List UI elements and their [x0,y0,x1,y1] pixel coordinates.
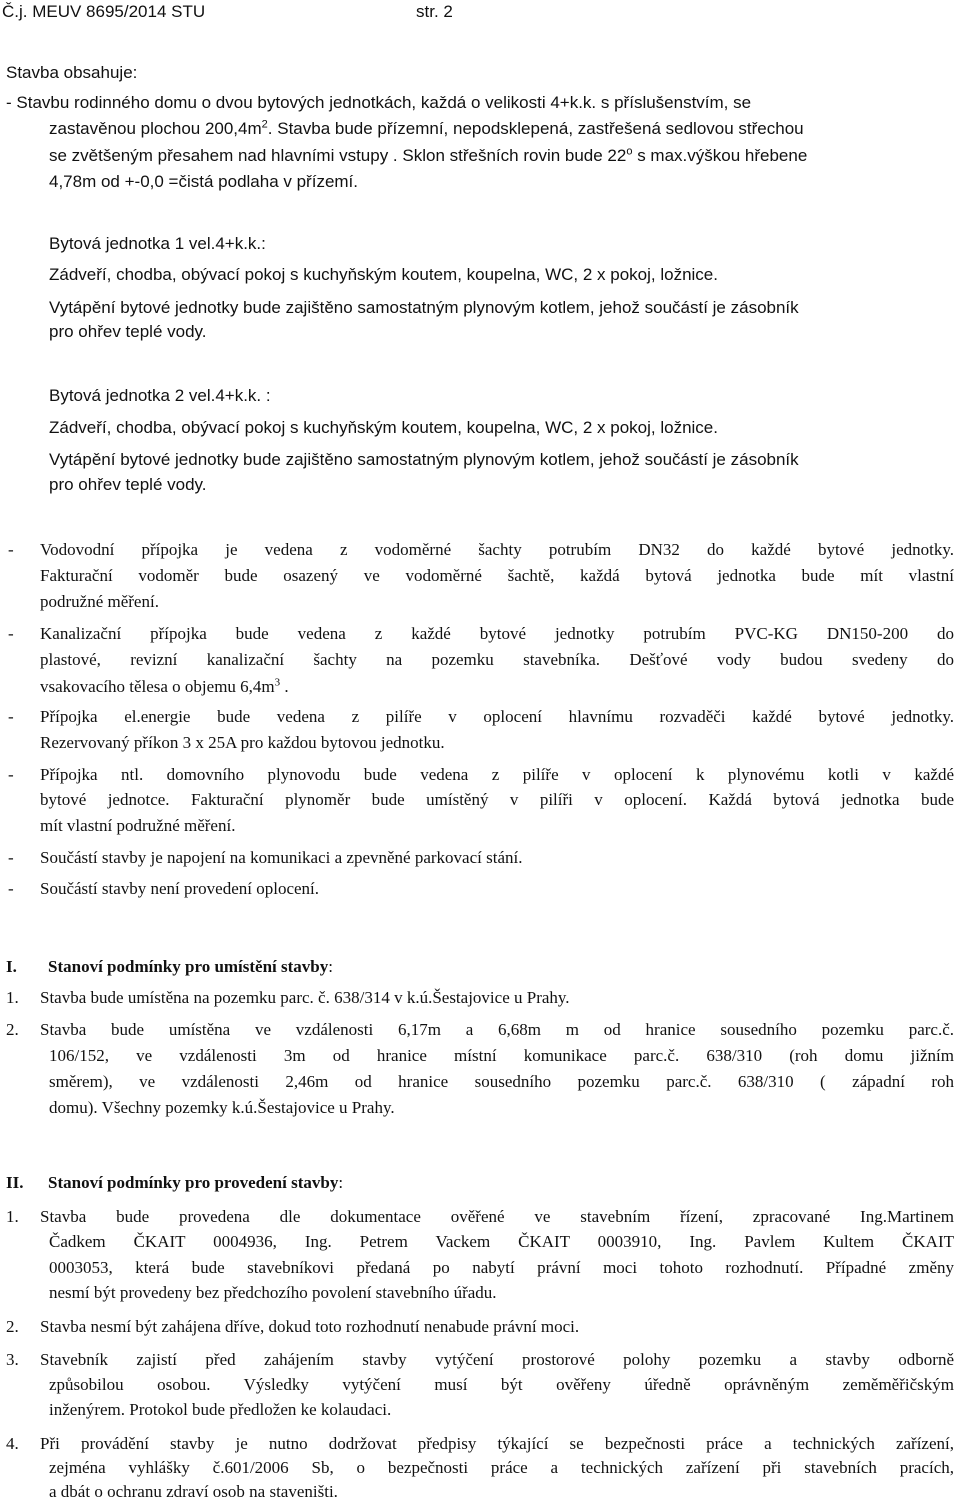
intro-line-3: se zvětšeným přesahem nad hlavními vstupy . Sklon střešních rovin bude 22$^o$ s max.výškou hřebene [49,145,808,165]
bullet-dash: - [8,765,14,784]
execution-item-4-line-2: zejména vyhlášky č.601/2006 Sb, o bezpečnosti práce a technických zařízení při stavebních pracích, [49,1458,954,1477]
execution-item-1-line-4: nesmí být provedeny bez předchozího povolení stavebního úřadu. [49,1283,497,1302]
execution-item-4-line-3: a dbát o ochranu zdraví osob na staveništi. [49,1482,338,1501]
list-number: 2. [6,1020,19,1039]
water-line-1: Vodovodní přípojka je vedena z vodoměrné šachty potrubím DN32 do každé bytové jednotky. [40,540,954,559]
bullet-dash: - [8,848,14,867]
intro-line-4: 4,78m od +-0,0 =čistá podlaha v přízemí. [49,172,359,191]
list-number: 1. [6,988,19,1007]
section-1-heading: Stanoví podmínky pro umístění stavby: [48,957,333,976]
unit-1-heating-2: pro ohřev teplé vody. [49,322,207,341]
placement-item-2-line-4: domu). Všechny pozemky k.ú.Šestajovice u Prahy. [49,1098,395,1117]
execution-item-4-line-1: Při provádění stavby je nutno dodržovat předpisy týkající se bezpečnosti práce a technických zařízení, [40,1434,954,1453]
execution-item-2: Stavba nesmí být zahájena dříve, dokud toto rozhodnutí nenabude právní moci. [40,1317,580,1336]
water-line-2: Fakturační vodoměr bude osazený ve vodoměrné šachtě, každá bytová jednotka bude mít vlastní [40,566,954,585]
sewer-line-2: plastové, revizní kanalizační šachty na pozemku stavebníka. Dešťové vody budou svedeny do [40,650,954,669]
bullet-dash: - [8,879,14,898]
placement-item-2-line-2: 106/152, ve vzdálenosti 3m od hranice místní komunikace parc.č. 638/310 (roh domu jižním [49,1046,954,1065]
list-number: 4. [6,1434,19,1453]
unit-2-title: Bytová jednotka 2 vel.4+k.k. : [49,386,271,405]
document-reference: Č.j. MEUV 8695/2014 STU [2,2,206,21]
road-line: Součástí stavby je napojení na komunikaci a zpevněné parkovací stání. [40,848,523,867]
bullet-dash: - [8,540,14,559]
section-2-heading: Stanoví podmínky pro provedení stavby: [48,1173,344,1192]
sewer-line-3: vsakovacího tělesa o objemu $6,4m^3$ . [40,676,289,696]
sewer-line-1: Kanalizační přípojka bude vedena z každé bytové jednotky potrubím PVC-KG DN150-200 do [40,624,954,643]
execution-item-1-line-2: Čadkem ČKAIT 0004936, Ing. Petrem Vackem ČKAIT 0003910, Ing. Pavlem Kultem ČKAIT [49,1232,954,1251]
execution-item-3-line-2: způsobilou osobou. Výsledky vytýčení musí být ověřeny úředně oprávněným zeměměřičským [49,1375,954,1394]
unit-2-rooms: Zádveří, chodba, obývací pokoj s kuchyňským koutem, koupelna, WC, 2 x pokoj, ložnice. [49,418,718,437]
list-number: 1. [6,1207,19,1226]
section-2-number: II. [6,1173,24,1192]
water-line-3: podružné měření. [40,592,159,611]
placement-item-2-line-3: směrem), ve vzdálenosti 2,46m od hranice sousedního pozemku parc.č. 638/310 ( západní roh [49,1072,954,1091]
placement-item-1: Stavba bude umístěna na pozemku parc. č. 638/314 v k.ú.Šestajovice u Prahy. [40,988,570,1007]
gas-line-3: mít vlastní podružné měření. [40,816,236,835]
execution-item-3-line-3: inženýrem. Protokol bude předložen ke kolaudaci. [49,1400,392,1419]
list-number: 3. [6,1350,19,1369]
unit-1-title: Bytová jednotka 1 vel.4+k.k.: [49,234,266,253]
unit-1-rooms: Zádveří, chodba, obývací pokoj s kuchyňským koutem, koupelna, WC, 2 x pokoj, ložnice. [49,265,718,284]
gas-line-1: Přípojka ntl. domovního plynovodu bude vedena z pilíře v oplocení k plynovému kotli v každé [40,765,954,784]
unit-2-heating-2: pro ohřev teplé vody. [49,475,207,494]
intro-line-1: - Stavbu rodinného domu o dvou bytových jednotkách, každá o velikosti 4+k.k. s příslušenstvím, se [6,93,752,112]
intro-line-2: zastavěnou plochou $200,4m^2$. Stavba bude přízemní, nepodsklepená, zastřešená sedlovou střechou [49,118,804,138]
gas-line-2: bytové jednotce. Fakturační plynoměr bude umístěný v pilíři v oplocení. Každá bytová jednotka bude [40,790,954,809]
unit-1-heating-1: Vytápění bytové jednotky bude zajištěno samostatným plynovým kotlem, jehož součástí je zásobník [49,298,799,317]
bullet-dash: - [8,624,14,643]
execution-item-1-line-1: Stavba bude provedena dle dokumentace ověřené ve stavebním řízení, zpracované Ing.Martinem [40,1207,954,1226]
electricity-line-1: Přípojka el.energie bude vedena z pilíře v oplocení hlavnímu rozvaděči každé bytové jednotky. [40,707,954,726]
unit-2-heating-1: Vytápění bytové jednotky bude zajištěno samostatným plynovým kotlem, jehož součástí je zásobník [49,450,799,469]
section-1-number: I. [6,957,17,976]
execution-item-3-line-1: Stavebník zajistí před zahájením stavby vytýčení prostorové polohy pozemku a stavby odborně [40,1350,954,1369]
list-number: 2. [6,1317,19,1336]
electricity-line-2: Rezervovaný příkon 3 x 25A pro každou bytovou jednotku. [40,733,445,752]
placement-item-2-line-1: Stavba bude umístěna ve vzdálenosti 6,17m a 6,68m m od hranice sousedního pozemku parc.č. [40,1020,954,1039]
fence-line: Součástí stavby není provedení oplocení. [40,879,320,898]
intro-title: Stavba obsahuje: [6,63,138,82]
execution-item-1-line-3: 0003053, která bude stavebníkovi předaná po nabytí právní moci tohoto rozhodnutí. Případné změny [49,1258,954,1277]
page-number: str. 2 [416,2,453,21]
bullet-dash: - [8,707,14,726]
